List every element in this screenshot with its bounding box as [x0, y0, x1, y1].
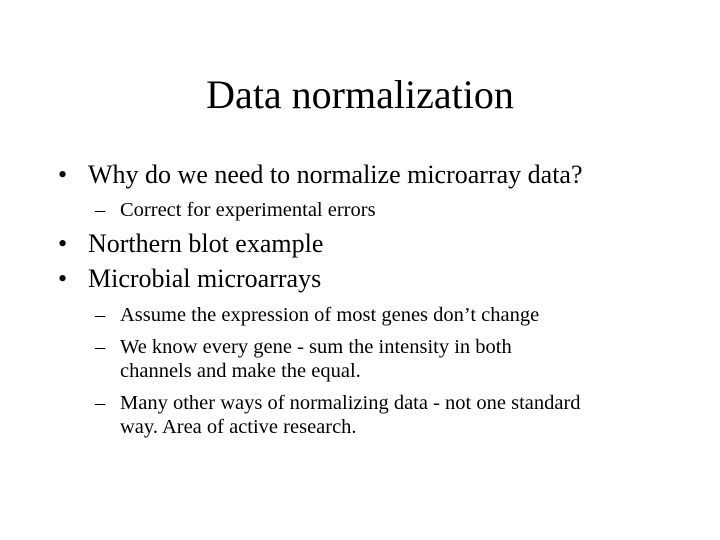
bullet-marker: • [58, 229, 68, 258]
sub-item-line: We know every gene - sum the intensity in both [120, 336, 512, 358]
sub-item-text [120, 391, 581, 439]
dash-marker: – [95, 336, 106, 358]
bullet-marker: • [58, 160, 68, 189]
sub-item-text: Assume the expression of most genes don’t change [120, 304, 540, 326]
dash-marker: – [95, 199, 106, 221]
bullet-text: Microbial microarrays [88, 264, 322, 293]
dash-marker: – [95, 392, 106, 414]
sub-item-text: Correct for experimental errors [120, 199, 376, 221]
dash-marker: – [95, 304, 106, 326]
sub-item-text [120, 335, 512, 383]
sub-item-line: way. Area of active research. [120, 416, 357, 438]
slide-title: Data normalization [206, 72, 514, 117]
bullet-text: Why do we need to normalize microarray data? [88, 160, 583, 189]
sub-item-line: channels and make the equal. [120, 360, 361, 382]
bullet-text: Northern blot example [88, 229, 324, 258]
sub-item-line: Many other ways of normalizing data - not one standard [120, 392, 581, 414]
bullet-marker: • [58, 264, 68, 293]
